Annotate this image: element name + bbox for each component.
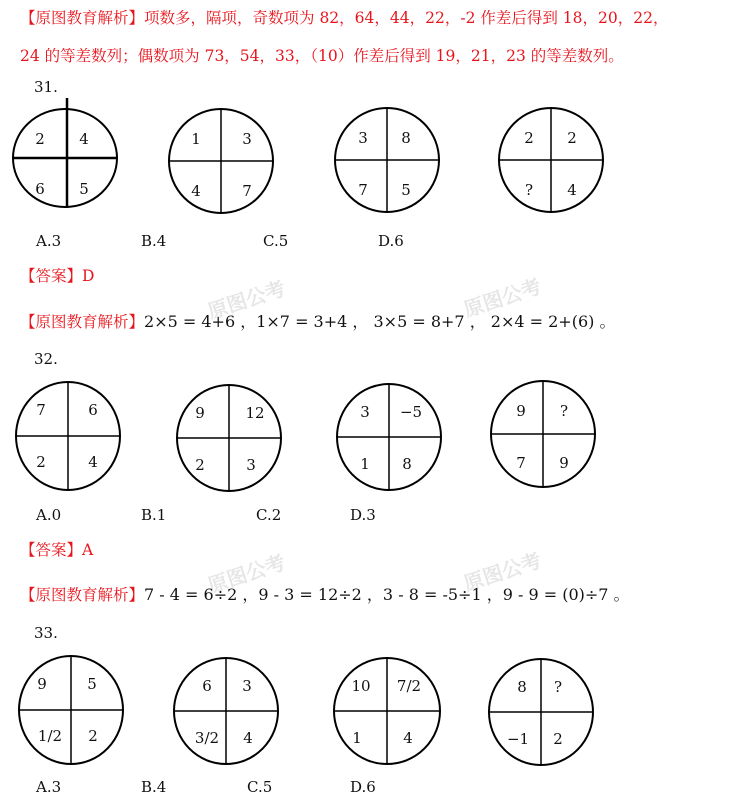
cell-bottom-right: 4 [403,729,413,747]
q31-circle-1 [12,108,118,212]
cell-bottom-right: 9 [559,454,569,472]
option-c[interactable]: C.5 [263,232,289,250]
answer-32: 【答案】A [20,541,94,559]
question-number-32: 32. [34,350,58,368]
watermark: 原图公考 [460,548,545,596]
cell-bottom-right: 8 [402,455,412,473]
option-c[interactable]: C.5 [247,778,273,796]
cell-top-left: 3 [360,403,370,421]
cell-top-left: 2 [35,130,45,148]
q32-circle-4 [490,380,596,492]
q31-circle-2 [168,108,274,218]
cell-bottom-left: 2 [195,456,205,474]
q33-circle-2 [173,657,279,769]
cell-bottom-right: 2 [88,727,98,745]
cell-bottom-left: 1 [360,455,370,473]
cell-top-right: 6 [88,401,98,419]
cell-top-left: 9 [195,404,205,422]
analysis-text: 7 - 4 = 6÷2 ，9 - 3 = 12÷2 ，3 - 8 = -5÷1 ，9 - 9 = (0)÷7 。 [144,585,630,604]
intro-line-2: 24 的等差数列；偶数项为 73，54，33，（10）作差后得到 19，21，23 的等差数列。 [20,47,624,65]
cell-top-right: 5 [87,675,97,693]
cell-top-left: 1 [191,130,201,148]
cell-bottom-left: −1 [506,730,530,748]
option-a[interactable]: A.0 [36,506,62,524]
watermark: 原图公考 [204,550,289,598]
watermark: 原图公考 [204,276,289,324]
cell-top-right: 4 [79,130,89,148]
q32-options [0,506,729,526]
cell-top-right: 12 [245,404,265,422]
cell-bottom-right: 4 [567,181,577,199]
cell-top-right: 3 [242,130,252,148]
analysis-tag: 【原图教育解析】 [20,313,145,331]
option-a[interactable]: A.3 [36,778,62,796]
cell-top-right: ? [553,678,563,696]
cell-top-left: 6 [202,677,212,695]
option-c[interactable]: C.2 [256,506,282,524]
cell-bottom-left: 2 [36,453,46,471]
cell-bottom-left: 4 [191,182,201,200]
q31-circle-3 [334,107,440,217]
cell-bottom-right: 5 [401,181,411,199]
cell-top-right: 2 [567,129,577,147]
analysis-32 [20,582,630,605]
answer-31: 【答案】D [20,267,95,285]
cell-bottom-right: 4 [88,453,98,471]
intro-text-1: 项数多，隔项，奇数项为 82，64，44，22，-2 作差后得到 18，20，22， [144,9,669,27]
q32-circle-2 [176,384,282,496]
cell-top-right: ? [559,402,569,420]
analysis-tag: 【原图教育解析】 [20,586,145,604]
cell-bottom-right: 2 [553,730,563,748]
cell-top-right: 7/2 [396,677,422,695]
option-d[interactable]: D.6 [378,232,404,250]
question-number-33: 33. [34,624,58,642]
cell-bottom-left: 7 [358,181,368,199]
cell-bottom-right: 7 [242,182,252,200]
cell-bottom-right: 3 [246,456,256,474]
option-a[interactable]: A.3 [36,232,62,250]
question-number-31: 31. [34,78,58,96]
option-b[interactable]: B.4 [141,232,167,250]
q32-circle-3 [336,383,442,495]
q33-circle-1 [18,655,124,769]
q32-circle-1 [15,381,121,495]
cell-bottom-right: 5 [79,180,89,198]
cell-bottom-left: 1/2 [37,727,63,745]
cell-top-left: 9 [516,402,526,420]
cell-bottom-left: 1 [352,729,362,747]
cell-top-right: 3 [242,677,252,695]
cell-bottom-right: 4 [243,729,253,747]
q33-circle-3 [333,657,441,769]
cell-top-left: 8 [517,678,527,696]
option-b[interactable]: B.1 [141,506,167,524]
cell-top-left: 7 [36,401,46,419]
cell-bottom-left: 3/2 [194,729,220,747]
analysis-text: 2×5 = 4+6 ，1×7 = 3+4 ， 3×5 = 8+7 ， 2×4 = 2+(6) 。 [144,312,616,331]
analysis-31 [20,309,615,332]
q33-options [0,778,729,798]
cell-bottom-left: 7 [516,454,526,472]
q33-circle-4 [488,658,594,770]
cell-bottom-left: ? [524,181,534,199]
watermark: 原图公考 [460,274,545,322]
analysis-tag: 【原图教育解析】 [20,9,145,27]
q31-options [0,232,729,252]
option-d[interactable]: D.3 [350,506,376,524]
cell-bottom-left: 6 [35,180,45,198]
option-d[interactable]: D.6 [350,778,376,796]
intro-line-1 [20,6,668,28]
cell-top-left: 9 [37,675,47,693]
cell-top-left: 2 [524,129,534,147]
option-b[interactable]: B.4 [141,778,167,796]
cell-top-right: 8 [401,129,411,147]
cell-top-right: −5 [399,403,423,421]
cell-top-left: 10 [351,677,371,695]
q31-circle-4 [498,107,604,217]
cell-top-left: 3 [358,129,368,147]
